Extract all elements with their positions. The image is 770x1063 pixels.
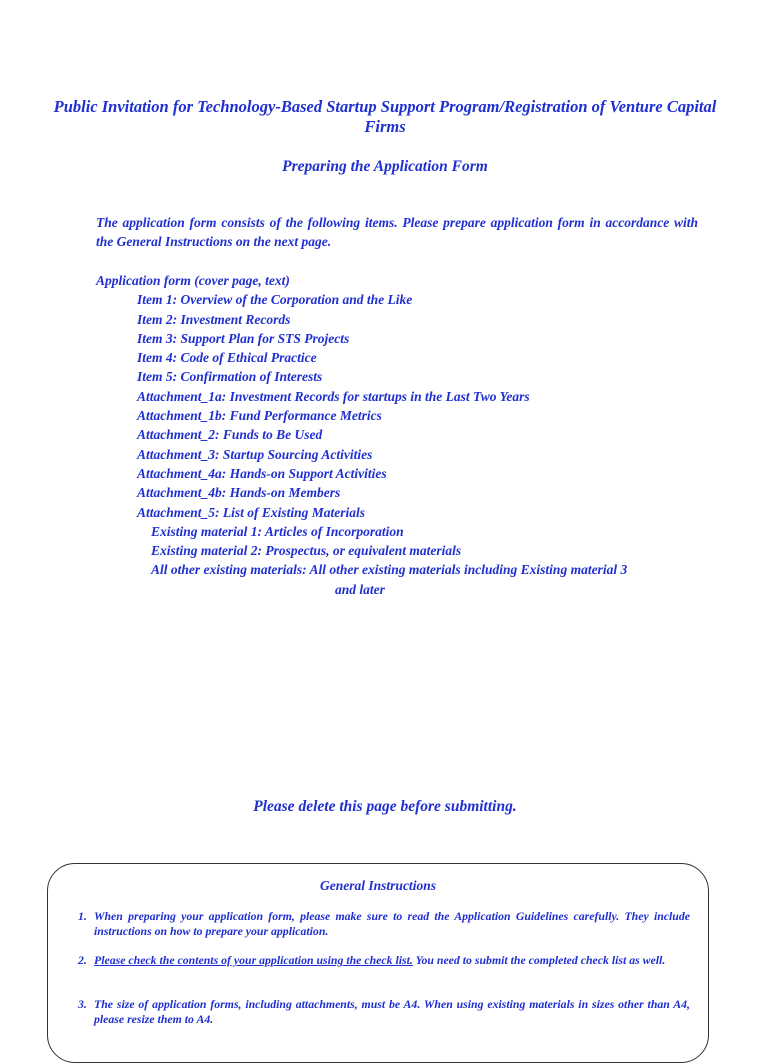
application-items-list [96, 271, 706, 599]
list-item-item1: Item 1: Overview of the Corporation and the Like [137, 292, 413, 308]
list-item-item3: Item 3: Support Plan for STS Projects [137, 330, 350, 346]
general-instructions-title: General Instructions [320, 878, 436, 893]
delete-page-note: Please delete this page before submitting. [253, 798, 517, 815]
intro-paragraph: The application form consists of the following items. Please prepare application form in accordance with the General Instructions on the next page. [96, 215, 698, 249]
instruction-text-rest: You need to submit the completed check list as well. [412, 953, 666, 967]
list-item-attachment-1a: Attachment_1a: Investment Records for startups in the Last Two Years [137, 388, 530, 404]
list-item-attachment-4a: Attachment_4a: Hands-on Support Activities [137, 465, 387, 481]
page-title: Public Invitation for Technology-Based Startup Support Program/Registration of Venture Capital Firms [53, 97, 717, 136]
instruction-number: 3. [78, 997, 87, 1011]
list-item-attachment-4b: Attachment_4b: Hands-on Members [137, 485, 341, 501]
list-item-attachment-3: Attachment_3: Startup Sourcing Activities [137, 446, 373, 462]
list-item-item2: Item 2: Investment Records [137, 311, 291, 327]
instruction-item-1 [78, 909, 690, 939]
list-item-item5: Item 5: Confirmation of Interests [137, 369, 323, 385]
instruction-number: 2. [78, 953, 87, 967]
list-item-existing-1: Existing material 1: Articles of Incorporation [151, 523, 404, 539]
list-item-attachment-2: Attachment_2: Funds to Be Used [137, 427, 323, 443]
instruction-item-2 [78, 953, 690, 968]
instruction-text: The size of application forms, including attachments, must be A4. When using existing materials in sizes other than A4, please resize them to A4. [94, 997, 690, 1026]
list-item-existing-all: All other existing materials: All other existing materials including Existing material 3 [151, 562, 628, 578]
check-list-underlined-text: Please check the contents of your application using the check list. [94, 953, 413, 967]
page-subtitle: Preparing the Application Form [282, 158, 488, 175]
list-item-item4: Item 4: Code of Ethical Practice [137, 350, 317, 366]
list-item-existing-all-continued: and later [335, 581, 385, 597]
list-item-attachment-5: Attachment_5: List of Existing Materials [137, 504, 366, 520]
instruction-text [94, 953, 690, 968]
list-item-attachment-1b: Attachment_1b: Fund Performance Metrics [137, 408, 382, 424]
list-item-cover: Application form (cover page, text) [96, 273, 290, 288]
instruction-number: 1. [78, 909, 87, 923]
list-item-existing-2: Existing material 2: Prospectus, or equivalent materials [151, 543, 462, 559]
instruction-item-3 [78, 997, 690, 1027]
instruction-text: When preparing your application form, please make sure to read the Application Guidelines carefully. They include instructions on how to prepare your application. [94, 909, 690, 938]
